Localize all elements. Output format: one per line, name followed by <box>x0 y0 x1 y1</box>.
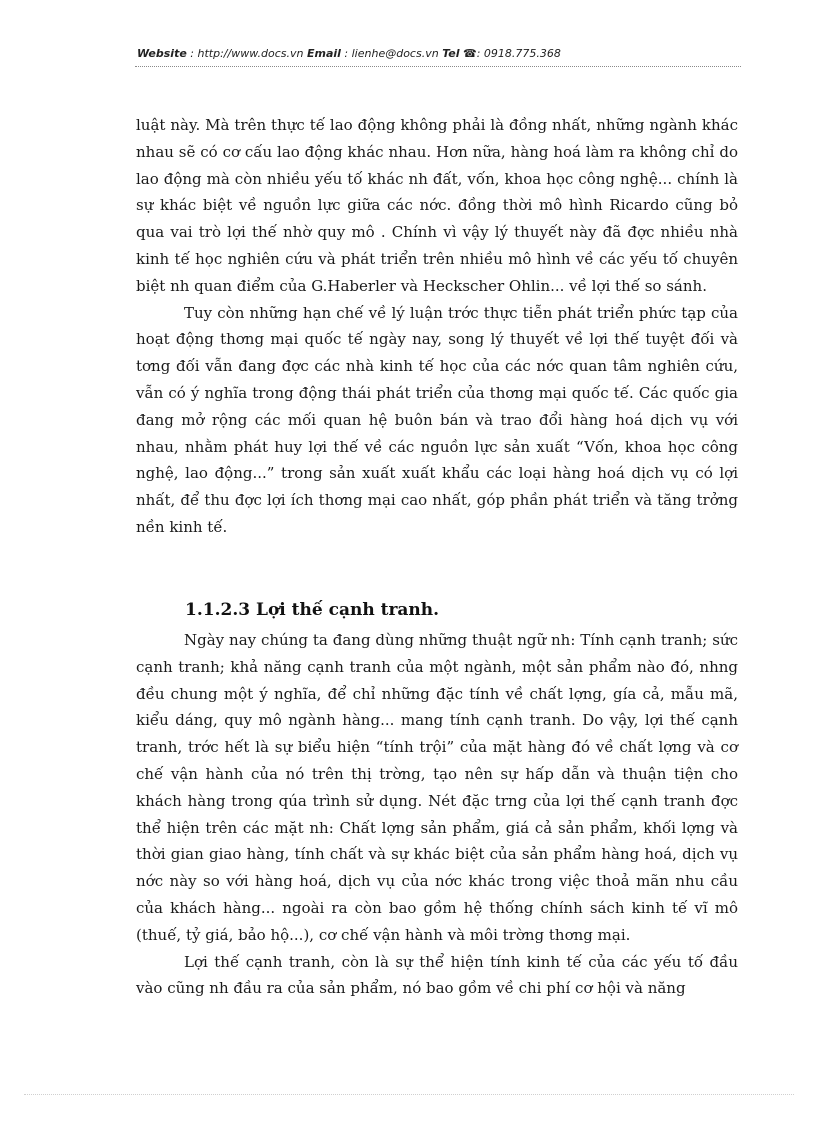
email-label: Email <box>306 47 341 60</box>
section-1-text <box>136 112 738 541</box>
footer-divider <box>24 1094 794 1095</box>
header-divider <box>135 66 741 67</box>
telephone-icon: ☎ <box>463 47 477 60</box>
section-2-text <box>136 627 738 1002</box>
paragraph-3: Ngày nay chúng ta đang dùng những thuật ngữ nh: Tính cạnh tranh; sức cạnh tranh; khả năng cạnh tranh của một ngành, một sản phẩm nào đó, nhng đều chung một ý nghĩa, để chỉ những đặc tính về chất lợng, gía cả, mẫu mã, kiểu dáng, quy mô ngành hàng... mang tính cạnh tranh. Do vậy, lợi thế cạnh tranh, trớc hết là sự biểu hiện “tính trội” của mặt hàng đó về chất lợng và cơ chế vận hành của nó trên thị trờng, tạo nên sự hấp dẫn và thuận tiện cho khách hàng trong qúa trình sử dụng. Nét đặc trng của lợi thế cạnh tranh đợc thể hiện trên các mặt nh: Chất lợng sản phẩm, giá cả sản phẩm, khối lợng và thời gian giao hàng, tính chất và sự khác biệt của sản phẩm hàng hoá, dịch vụ nớc này so với hàng hoá, dịch vụ của nớc khác trong việc thoả mãn nhu cầu của khách hàng... ngoài ra còn bao gồm hệ thống chính sách kinh tế vĩ mô (thuế, tỷ giá, bảo hộ...), cơ chế vận hành và môi trờng thơng mại. <box>136 631 738 944</box>
page-header <box>137 47 741 67</box>
section-heading: 1.1.2.3 Lợi thế cạnh tranh. <box>185 600 440 620</box>
paragraph-2: Tuy còn những hạn chế về lý luận trớc thực tiễn phát triển phức tạp của hoạt động thơng mại quốc tế ngày nay, song lý thuyết về lợi thế tuyệt đối và tơng đối vẫn đang đợc các nhà kinh tế học của các nớc quan tâm nghiên cứu, vẫn có ý nghĩa trong động thái phát triển của thơng mại quốc tế. Các quốc gia đang mở rộng các mối quan hệ buôn bán và trao đổi hàng hoá dịch vụ với nhau, nhằm phát huy lợi thế về các nguồn lực sản xuất “Vốn, khoa học công nghệ, lao động...” trong sản xuất xuất khẩu các loại hàng hoá dịch vụ có lợi nhất, để thu đợc lợi ích thơng mại cao nhất, góp phần phát triển và tăng trởng nền kinh tế. <box>136 303 738 536</box>
website-value: : http://www.docs.vn <box>186 47 307 60</box>
email-value: : lienhe@docs.vn <box>340 47 443 60</box>
paragraph-4: Lợi thế cạnh tranh, còn là sự thể hiện tính kinh tế của các yếu tố đầu vào cũng nh đầu ra của sản phẩm, nó bao gồm về chi phí cơ hội và năng <box>136 952 738 998</box>
tel-label: Tel <box>442 47 460 60</box>
paragraph-1: luật này. Mà trên thực tế lao động không phải là đồng nhất, những ngành khác nhau sẽ có cơ cấu lao động khác nhau. Hơn nữa, hàng hoá làm ra không chỉ do lao động mà còn nhiều yếu tố khác nh đất, vốn, khoa học công nghệ... chính là sự khác biệt về nguồn lực giữa các nớc. đồng thời mô hình Ricardo cũng bỏ qua vai trò lợi thế nhờ quy mô . Chính vì vậy lý thuyết này đã đợc nhiều nhà kinh tế học nghiên cứu và phát triển trên nhiều mô hình về các yếu tố chuyên biệt nh quan điểm của G.Haberler và Heckscher Ohlin... về lợi thế so sánh. <box>136 116 738 295</box>
website-label: Website <box>137 47 187 60</box>
tel-value: : 0918.775.368 <box>476 47 561 60</box>
